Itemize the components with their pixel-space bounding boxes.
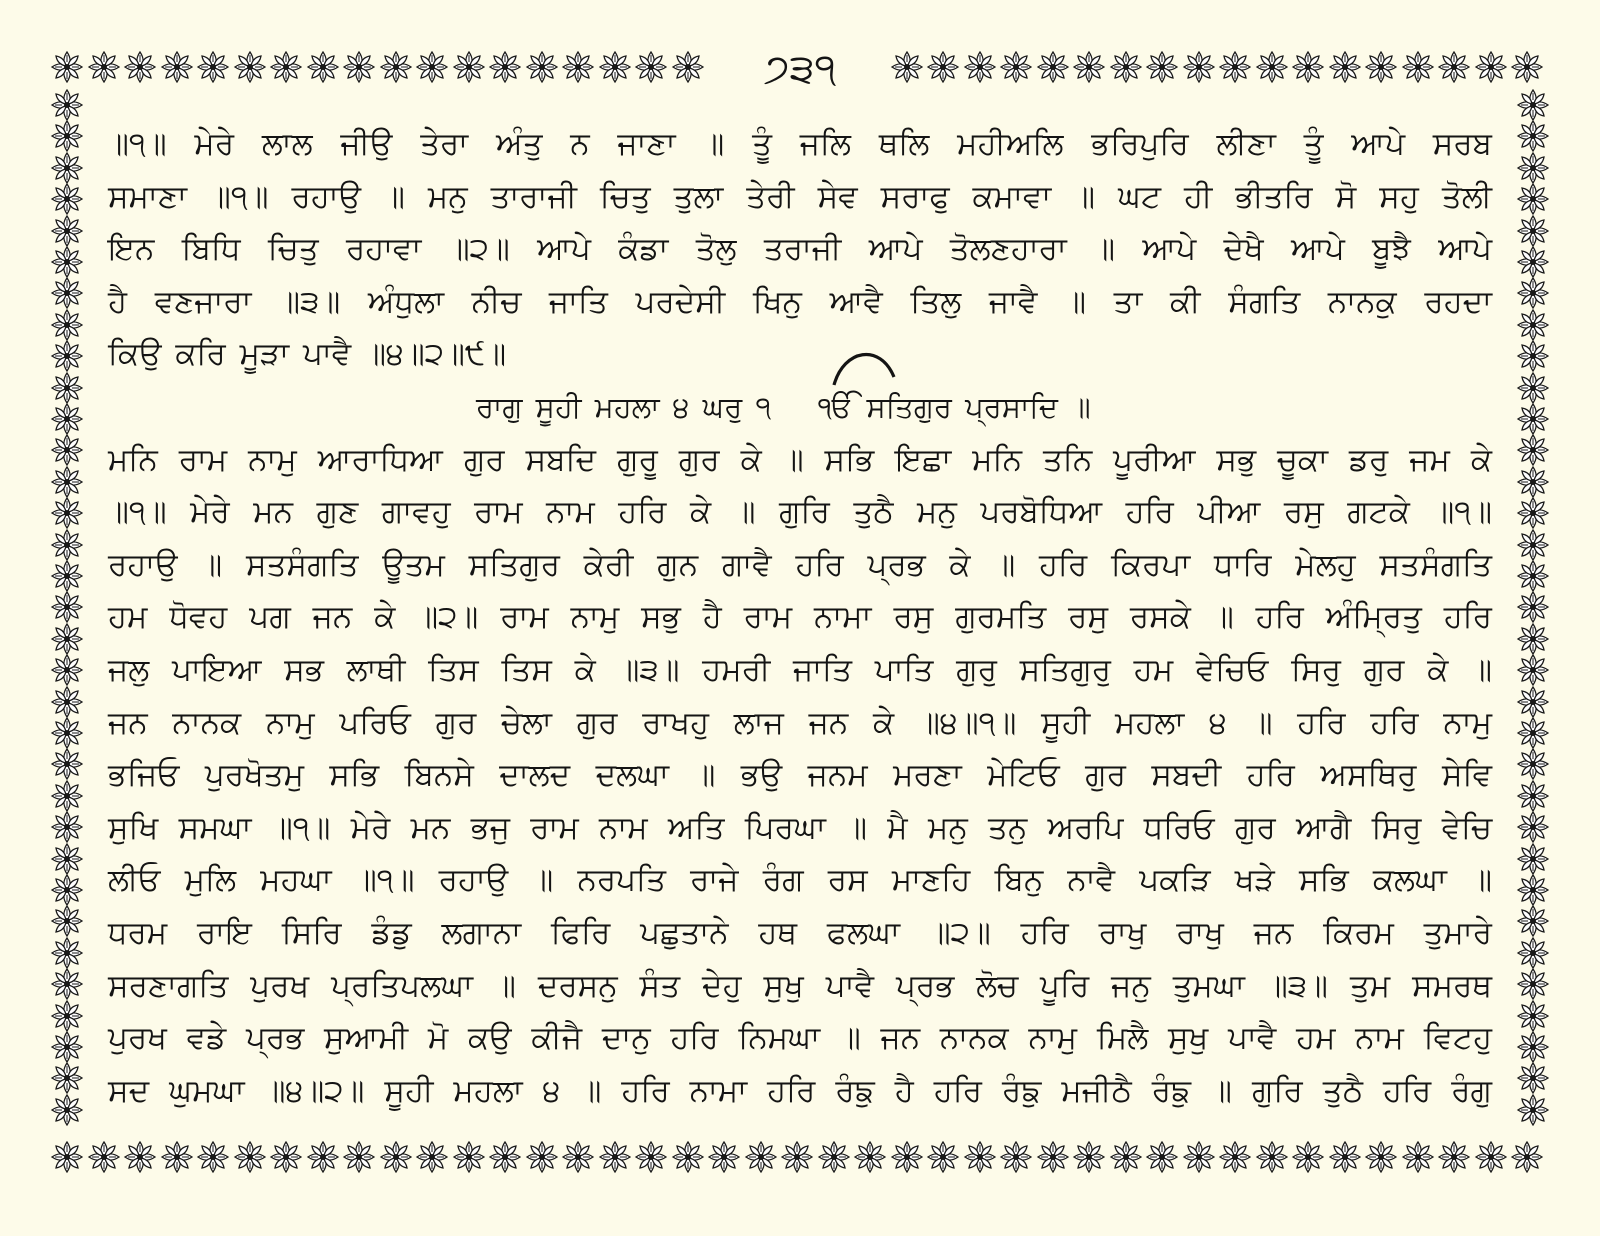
lotus-flower-icon <box>50 904 84 938</box>
lotus-flower-icon <box>50 1093 84 1127</box>
ik-onkar-arc-icon <box>814 343 904 387</box>
page-number: ੭੩੧ <box>700 44 900 94</box>
lotus-flower-icon <box>306 50 340 84</box>
verse-line: ਧਰਮ ਰਾਇ ਸਿਰਿ ਡੰਡੁ ਲਗਾਨਾ ਫਿਰਿ ਪਛੁਤਾਨੇ ਹਥ ਫਲਘਾ ॥੨॥ ਹਰਿ ਰਾਖੁ ਰਾਖੁ ਜਨ ਕਿਰਮ ਤੁਮਾਰੇ <box>108 914 1492 951</box>
lotus-flower-icon <box>1516 1093 1550 1127</box>
lotus-flower-icon <box>50 590 84 624</box>
lotus-flower-icon <box>1516 747 1550 781</box>
lotus-flower-icon <box>1364 50 1398 84</box>
verse-line: ਰਹਾਉ ॥ ਸਤਸੰਗਤਿ ਊਤਮ ਸਤਿਗੁਰ ਕੇਰੀ ਗੁਨ ਗਾਵੈ ਹਰਿ ਪ੍ਰਭ ਕੇ ॥ ਹਰਿ ਕਿਰਪਾ ਧਾਰਿ ਮੇਲਹੁ ਸਤਸੰਗਤਿ <box>108 546 1492 583</box>
lotus-flower-icon <box>1516 999 1550 1033</box>
lotus-flower-icon <box>50 936 84 970</box>
lotus-flower-icon <box>1516 653 1550 687</box>
lotus-flower-icon <box>50 779 84 813</box>
lotus-flower-icon <box>1516 873 1550 907</box>
lotus-flower-icon <box>87 50 121 84</box>
lotus-flower-icon <box>853 1140 887 1174</box>
lotus-flower-icon <box>1072 50 1106 84</box>
lotus-flower-icon <box>1109 50 1143 84</box>
lotus-flower-icon <box>196 1140 230 1174</box>
lotus-flower-icon <box>50 119 84 153</box>
lotus-flower-icon <box>452 50 486 84</box>
lotus-flower-icon <box>1072 1140 1106 1174</box>
lotus-flower-icon <box>50 214 84 248</box>
verse-line: ਜਨ ਨਾਨਕ ਨਾਮੁ ਪਰਿਓ ਗੁਰ ਚੇਲਾ ਗੁਰ ਰਾਖਹੁ ਲਾਜ ਜਨ ਕੇ ॥੪॥੧॥ ਸੂਹੀ ਮਹਲਾ ੪ ॥ ਹਰਿ ਹਰਿ ਨਾਮੁ <box>108 704 1492 741</box>
lotus-flower-icon <box>269 1140 303 1174</box>
lotus-flower-icon <box>452 1140 486 1174</box>
lotus-flower-icon <box>50 716 84 750</box>
lotus-flower-icon <box>1516 559 1550 593</box>
lotus-flower-icon <box>598 50 632 84</box>
lotus-flower-icon <box>50 873 84 907</box>
lotus-flower-icon <box>1218 50 1252 84</box>
lotus-flower-icon <box>926 50 960 84</box>
lotus-flower-icon <box>1182 1140 1216 1174</box>
lotus-flower-icon <box>1291 1140 1325 1174</box>
lotus-flower-icon <box>50 685 84 719</box>
lotus-flower-icon <box>1516 716 1550 750</box>
lotus-flower-icon <box>50 371 84 405</box>
lotus-flower-icon <box>1516 245 1550 279</box>
lotus-flower-icon <box>1218 1140 1252 1174</box>
lotus-flower-icon <box>50 465 84 499</box>
lotus-flower-icon <box>1516 339 1550 373</box>
lotus-flower-icon <box>50 653 84 687</box>
lotus-flower-icon <box>1516 276 1550 310</box>
lotus-flower-icon <box>50 245 84 279</box>
lotus-flower-icon <box>1437 50 1471 84</box>
lotus-flower-icon <box>1516 528 1550 562</box>
verse-line: ਸਰਣਾਗਤਿ ਪੁਰਖ ਪ੍ਰਤਿਪਲਘਾ ॥ ਦਰਸਨੁ ਸੰਤ ਦੇਹੁ ਸੁਖੁ ਪਾਵੈ ਪ੍ਰਭ ਲੋਚ ਪੂਰਿ ਜਨੁ ਤੁਮਘਾ ॥੩॥ ਤੁਮ ਸਮਰਥ <box>108 967 1492 1004</box>
lotus-flower-icon <box>1516 465 1550 499</box>
verse-line: ਮਨਿ ਰਾਮ ਨਾਮੁ ਆਰਾਧਿਆ ਗੁਰ ਸਬਦਿ ਗੁਰੂ ਗੁਰ ਕੇ ॥ ਸਭਿ ਇਛਾ ਮਨਿ ਤਨਿ ਪੂਰੀਆ ਸਭੁ ਚੂਕਾ ਡਰੁ ਜਮ ਕੇ <box>108 441 1492 478</box>
lotus-flower-icon <box>1516 88 1550 122</box>
verse-line: ਪੁਰਖ ਵਡੇ ਪ੍ਰਭ ਸੁਆਮੀ ਮੋ ਕਉ ਕੀਜੈ ਦਾਨੁ ਹਰਿ ਨਿਮਘਾ ॥ ਜਨ ਨਾਨਕ ਨਾਮੁ ਮਿਲੈ ਸੁਖੁ ਪਾਵੈ ਹਮ ਨਾਮ ਵਿਟਹੁ <box>108 1020 1492 1057</box>
lotus-flower-icon <box>1516 182 1550 216</box>
lotus-flower-icon <box>342 50 376 84</box>
lotus-flower-icon <box>890 1140 924 1174</box>
lotus-flower-icon <box>1516 496 1550 530</box>
lotus-flower-icon <box>50 528 84 562</box>
lotus-flower-icon <box>50 967 84 1001</box>
lotus-flower-icon <box>817 1140 851 1174</box>
lotus-flower-icon <box>50 1061 84 1095</box>
lotus-flower-icon <box>196 50 230 84</box>
lotus-flower-icon <box>1255 1140 1289 1174</box>
lotus-flower-icon <box>1328 1140 1362 1174</box>
lotus-flower-icon <box>488 50 522 84</box>
lotus-flower-icon <box>890 50 924 84</box>
lotus-flower-icon <box>50 559 84 593</box>
lotus-flower-icon <box>1516 371 1550 405</box>
lotus-flower-icon <box>1510 1140 1544 1174</box>
verse-line: ਇਨ ਬਿਧਿ ਚਿਤੁ ਰਹਾਵਾ ॥੨॥ ਆਪੇ ਕੰਡਾ ਤੋਲੁ ਤਰਾਜੀ ਆਪੇ ਤੋਲਣਹਾਰਾ ॥ ਆਪੇ ਦੇਖੈ ਆਪੇ ਬੂਝੈ ਆਪੇ <box>108 231 1492 268</box>
lotus-flower-icon <box>1474 50 1508 84</box>
lotus-flower-icon <box>1516 1030 1550 1064</box>
lotus-flower-icon <box>233 50 267 84</box>
verse-line: ਸਮਾਣਾ ॥੧॥ ਰਹਾਉ ॥ ਮਨੁ ਤਾਰਾਜੀ ਚਿਤੁ ਤੁਲਾ ਤੇਰੀ ਸੇਵ ਸਰਾਫੁ ਕਮਾਵਾ ॥ ਘਟ ਹੀ ਭੀਤਰਿ ਸੋ ਸਹੁ ਤੋਲੀ <box>108 178 1492 215</box>
verse-line: ॥੧॥ ਮੇਰੇ ਲਾਲ ਜੀਉ ਤੇਰਾ ਅੰਤੁ ਨ ਜਾਣਾ ॥ ਤੂੰ ਜਲਿ ਥਲਿ ਮਹੀਅਲਿ ਭਰਿਪੁਰਿ ਲੀਣਾ ਤੂੰ ਆਪੇ ਸਰਬ <box>108 126 1492 162</box>
mool-mantar-text: ੴ ਸਤਿਗੁਰ ਪ੍ਰਸਾਦਿ ॥ <box>818 389 1091 424</box>
lotus-flower-icon <box>1516 810 1550 844</box>
verse-line: ਹੈ ਵਣਜਾਰਾ ॥੩॥ ਅੰਧੁਲਾ ਨੀਚ ਜਾਤਿ ਪਰਦੇਸੀ ਖਿਨੁ ਆਵੈ ਤਿਲੁ ਜਾਵੈ ॥ ਤਾ ਕੀ ਸੰਗਤਿ ਨਾਨਕੁ ਰਹਦਾ <box>108 283 1492 320</box>
lotus-flower-icon <box>1516 936 1550 970</box>
verse-line: ਕਿਉ ਕਰਿ ਮੂੜਾ ਪਾਵੈ ॥੪॥੨॥੯॥ <box>108 336 507 373</box>
lotus-flower-icon <box>780 1140 814 1174</box>
lotus-flower-icon <box>1516 308 1550 342</box>
lotus-flower-icon <box>379 1140 413 1174</box>
lotus-flower-icon <box>525 50 559 84</box>
raag-heading: ਰਾਗੁ ਸੂਹੀ ਮਹਲਾ ੪ ਘਰੁ ੧ <box>476 389 772 424</box>
lotus-flower-icon <box>1516 779 1550 813</box>
lotus-flower-icon <box>707 1140 741 1174</box>
lotus-flower-icon <box>963 1140 997 1174</box>
lotus-flower-icon <box>50 151 84 185</box>
lotus-flower-icon <box>744 1140 778 1174</box>
verse-line: ਜਲੁ ਪਾਇਆ ਸਭ ਲਾਥੀ ਤਿਸ ਤਿਸ ਕੇ ॥੩॥ ਹਮਰੀ ਜਾਤਿ ਪਾਤਿ ਗੁਰੁ ਸਤਿਗੁਰੁ ਹਮ ਵੇਚਿਓ ਸਿਰੁ ਗੁਰ ਕੇ ॥ <box>108 651 1492 688</box>
lotus-flower-icon <box>671 50 705 84</box>
lotus-flower-icon <box>415 50 449 84</box>
lotus-flower-icon <box>1036 50 1070 84</box>
gurbani-text <box>108 118 1492 1117</box>
lotus-flower-icon <box>1516 402 1550 436</box>
lotus-flower-icon <box>1437 1140 1471 1174</box>
lotus-flower-icon <box>50 810 84 844</box>
lotus-flower-icon <box>50 622 84 656</box>
lotus-flower-icon <box>634 50 668 84</box>
lotus-flower-icon <box>999 1140 1033 1174</box>
lotus-flower-icon <box>50 88 84 122</box>
lotus-flower-icon <box>379 50 413 84</box>
lotus-flower-icon <box>1516 1061 1550 1095</box>
lotus-flower-icon <box>50 1030 84 1064</box>
lotus-flower-icon <box>1516 967 1550 1001</box>
lotus-flower-icon <box>598 1140 632 1174</box>
lotus-flower-icon <box>1516 904 1550 938</box>
lotus-flower-icon <box>415 1140 449 1174</box>
lotus-flower-icon <box>1364 1140 1398 1174</box>
lotus-flower-icon <box>1036 1140 1070 1174</box>
lotus-flower-icon <box>306 1140 340 1174</box>
lotus-flower-icon <box>926 1140 960 1174</box>
lotus-flower-icon <box>87 1140 121 1174</box>
lotus-flower-icon <box>50 182 84 216</box>
lotus-flower-icon <box>50 402 84 436</box>
lotus-flower-icon <box>160 1140 194 1174</box>
mool-mantar-heading <box>818 381 1091 434</box>
lotus-flower-icon <box>233 1140 267 1174</box>
lotus-flower-icon <box>1255 50 1289 84</box>
lotus-flower-icon <box>1516 119 1550 153</box>
lotus-flower-icon <box>1516 214 1550 248</box>
lotus-flower-icon <box>1182 50 1216 84</box>
verse-line: ਹਮ ਧੋਵਹ ਪਗ ਜਨ ਕੇ ॥੨॥ ਰਾਮ ਨਾਮੁ ਸਭੁ ਹੈ ਰਾਮ ਨਾਮਾ ਰਸੁ ਗੁਰਮਤਿ ਰਸੁ ਰਸਕੇ ॥ ਹਰਿ ਅੰਮ੍ਰਿਤੁ ਹਰਿ <box>108 599 1492 636</box>
lotus-flower-icon <box>269 50 303 84</box>
lotus-flower-icon <box>342 1140 376 1174</box>
verse-line: ਸੁਖਿ ਸਮਘਾ ॥੧॥ ਮੇਰੇ ਮਨ ਭਜੁ ਰਾਮ ਨਾਮ ਅਤਿ ਪਿਰਘਾ ॥ ਮੈ ਮਨੁ ਤਨੁ ਅਰਪਿ ਧਰਿਓ ਗੁਰ ਆਗੈ ਸਿਰੁ ਵੇਚਿ <box>108 809 1492 846</box>
lotus-flower-icon <box>1109 1140 1143 1174</box>
verse-line: ਸਦ ਘੁਮਘਾ ॥੪॥੨॥ ਸੂਹੀ ਮਹਲਾ ੪ ॥ ਹਰਿ ਨਾਮਾ ਹਰਿ ਰੰਙੁ ਹੈ ਹਰਿ ਰੰਙੁ ਮਜੀਠੈ ਰੰਙੁ ॥ ਗੁਰਿ ਤੁਠੈ ਹਰਿ ਰੰਗੁ <box>108 1072 1492 1109</box>
lotus-flower-icon <box>1291 50 1325 84</box>
lotus-flower-icon <box>50 496 84 530</box>
lotus-flower-icon <box>1474 1140 1508 1174</box>
lotus-flower-icon <box>50 339 84 373</box>
verse-line: ਲੀਓ ਮੁਲਿ ਮਹਘਾ ॥੧॥ ਰਹਾਉ ॥ ਨਰਪਤਿ ਰਾਜੇ ਰੰਗ ਰਸ ਮਾਣਹਿ ਬਿਨੁ ਨਾਵੈ ਪਕੜਿ ਖੜੇ ਸਭਿ ਕਲਘਾ ॥ <box>108 862 1492 899</box>
lotus-flower-icon <box>525 1140 559 1174</box>
lotus-flower-icon <box>50 433 84 467</box>
lotus-flower-icon <box>671 1140 705 1174</box>
section-heading <box>108 381 1492 434</box>
verse-line: ਭਜਿਓ ਪੁਰਖੋਤਮੁ ਸਭਿ ਬਿਨਸੇ ਦਾਲਦ ਦਲਘਾ ॥ ਭਉ ਜਨਮ ਮਰਣਾ ਮੇਟਿਓ ਗੁਰ ਸਬਦੀ ਹਰਿ ਅਸਥਿਰੁ ਸੇਵਿ <box>108 757 1492 794</box>
lotus-flower-icon <box>488 1140 522 1174</box>
lotus-flower-icon <box>50 50 84 84</box>
lotus-flower-icon <box>634 1140 668 1174</box>
lotus-flower-icon <box>1516 151 1550 185</box>
lotus-flower-icon <box>50 999 84 1033</box>
lotus-flower-icon <box>50 842 84 876</box>
lotus-flower-icon <box>123 50 157 84</box>
lotus-flower-icon <box>160 50 194 84</box>
lotus-flower-icon <box>1516 685 1550 719</box>
lotus-flower-icon <box>123 1140 157 1174</box>
lotus-flower-icon <box>1516 590 1550 624</box>
lotus-flower-icon <box>50 276 84 310</box>
lotus-flower-icon <box>1516 622 1550 656</box>
lotus-flower-icon <box>50 747 84 781</box>
lotus-flower-icon <box>1145 1140 1179 1174</box>
lotus-flower-icon <box>999 50 1033 84</box>
lotus-flower-icon <box>1328 50 1362 84</box>
lotus-flower-icon <box>561 1140 595 1174</box>
lotus-flower-icon <box>50 1140 84 1174</box>
lotus-flower-icon <box>1510 50 1544 84</box>
lotus-flower-icon <box>1516 842 1550 876</box>
lotus-flower-icon <box>1401 1140 1435 1174</box>
lotus-flower-icon <box>1516 433 1550 467</box>
lotus-flower-icon <box>561 50 595 84</box>
lotus-flower-icon <box>963 50 997 84</box>
lotus-flower-icon <box>1145 50 1179 84</box>
lotus-flower-icon <box>1401 50 1435 84</box>
verse-line: ॥੧॥ ਮੇਰੇ ਮਨ ਗੁਣ ਗਾਵਹੁ ਰਾਮ ਨਾਮ ਹਰਿ ਕੇ ॥ ਗੁਰਿ ਤੁਠੈ ਮਨੁ ਪਰਬੋਧਿਆ ਹਰਿ ਪੀਆ ਰਸੁ ਗਟਕੇ ॥੧॥ <box>108 494 1492 531</box>
lotus-flower-icon <box>50 308 84 342</box>
